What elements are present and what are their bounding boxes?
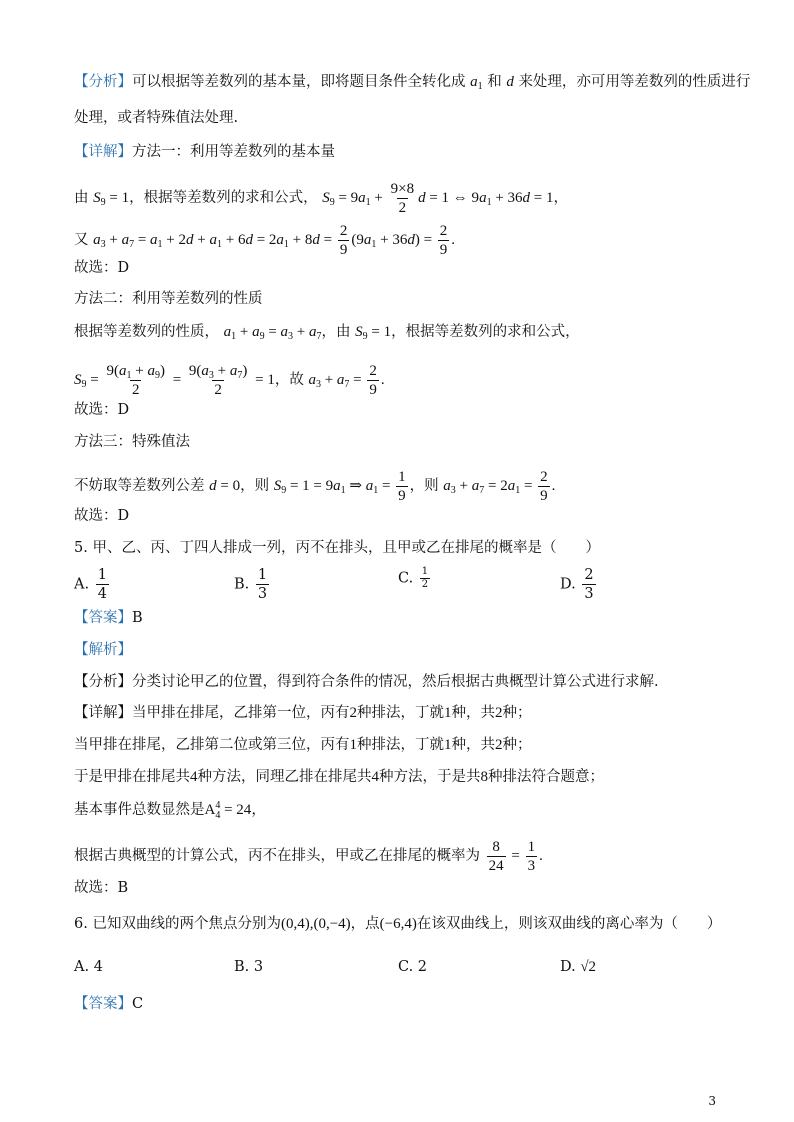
q4-m3-line: 不妨取等差数列公差 d = 0，则 $S_9 = 1 = 9a_1$ ⇒ $a_1$ = $\frac{1}{9}$ ，则 $a_3 + a_7 = 2a_1$ = $\frac{2}{9}$ . [74,469,556,504]
q4-select-1: 故选：D [74,260,130,276]
q5-explain-tag: 【解析】 [74,642,132,658]
detail-tag: 【详解】 [74,144,132,160]
q4-m2-line2: $S_9$ = $\frac{9(a_1 + a_9)}{2}$ = $\frac{9(a_3 + a_7)}{2}$ = 1，故 $a_3 + a_7$ = $\frac{2}{9}$ . [74,363,385,398]
q4-analysis-line2: 处理，或者特殊值法处理. [74,110,239,126]
q5-answer: 【答案】B [74,610,143,626]
analysis-tag: 【分析】 [74,74,132,90]
page-number: 3 [708,1094,716,1108]
q5-option-c: C. $\frac{1}{2}$ [398,566,429,590]
q4-method3-title: 方法三：特殊值法 [74,434,190,450]
q4-select-2: 故选：D [74,402,130,418]
q6-option-b: B. 3 [234,959,264,975]
q6-option-d: D. √2 [560,959,597,975]
q4-select-3: 故选：D [74,508,130,524]
q5-detail-2: 当甲排在排尾，乙排第二位或第三位，丙有1种排法，丁就1种，共2种； [74,737,532,753]
q4-m2-line1: 根据等差数列的性质， $a_1 + a_9 = a_3 + a_7$，由 $S_9 = 1$，根据等差数列的求和公式， [74,324,580,342]
q5-detail-4: 基本事件总数显然是$A_4^4 = 24$， [74,800,266,821]
q6-option-a: A. 4 [74,959,103,975]
q4-method2-title: 方法二：利用等差数列的性质 [74,291,263,307]
q5-option-a: A. $\frac{1}{4}$ [74,567,107,602]
q5-option-d: D. $\frac{2}{3}$ [560,567,594,602]
q6-option-c: C. 2 [398,959,428,975]
q5-stem: 5. 甲、乙、丙、丁四人排成一列，丙不在排头，且甲或乙在排尾的概率是（ ） [74,540,600,556]
q4-method1-title: 【详解】方法一：利用等差数列的基本量 [74,144,335,160]
q4-analysis: 【分析】可以根据等差数列的基本量，即将题目条件全转化成 $a_1$ 和 d 来处理，亦可用等差数列的性质进行 [74,74,751,92]
q5-detail-3: 于是甲排在排尾共4种方法，同理乙排在排尾共4种方法，于是共8种排法符合题意； [74,769,604,785]
q5-analysis: 【分析】分类讨论甲乙的位置，得到符合条件的情况，然后根据古典概型计算公式进行求解. [74,674,659,690]
q6-answer: 【答案】C [74,996,144,1012]
q4-m1-line1: 由 $S_9 = 1$，根据等差数列的求和公式， $S_9 = 9a_1$ + $\frac{9\times 8}{2}$ d = 1 ⇔ $9a_1 + 36d = 1$， [74,181,568,216]
q4-m1-line2: 又 $a_3 + a_7 = a_1 + 2d + a_1 + 6d = 2a_1 + 8d$ = $\frac{2}{9}$ $(9a_1 + 36d)$ = $\frac{2}{9}$ . [74,223,456,258]
q5-select: 故选：B [74,880,129,896]
q5-option-b: B. $\frac{1}{3}$ [234,567,268,602]
q5-detail-5: 根据古典概型的计算公式，丙不在排头，甲或乙在排尾的概率为 $\frac{8}{24}$ = $\frac{1}{3}$ . [74,839,543,874]
q5-detail-1: 【详解】当甲排在排尾，乙排第一位，丙有2种排法，丁就1种，共2种； [74,705,532,721]
q6-stem: 6. 已知双曲线的两个焦点分别为(0,4),(0,−4)，点(−6,4)在该双曲线上，则该双曲线的离心率为（ ） [74,916,722,932]
